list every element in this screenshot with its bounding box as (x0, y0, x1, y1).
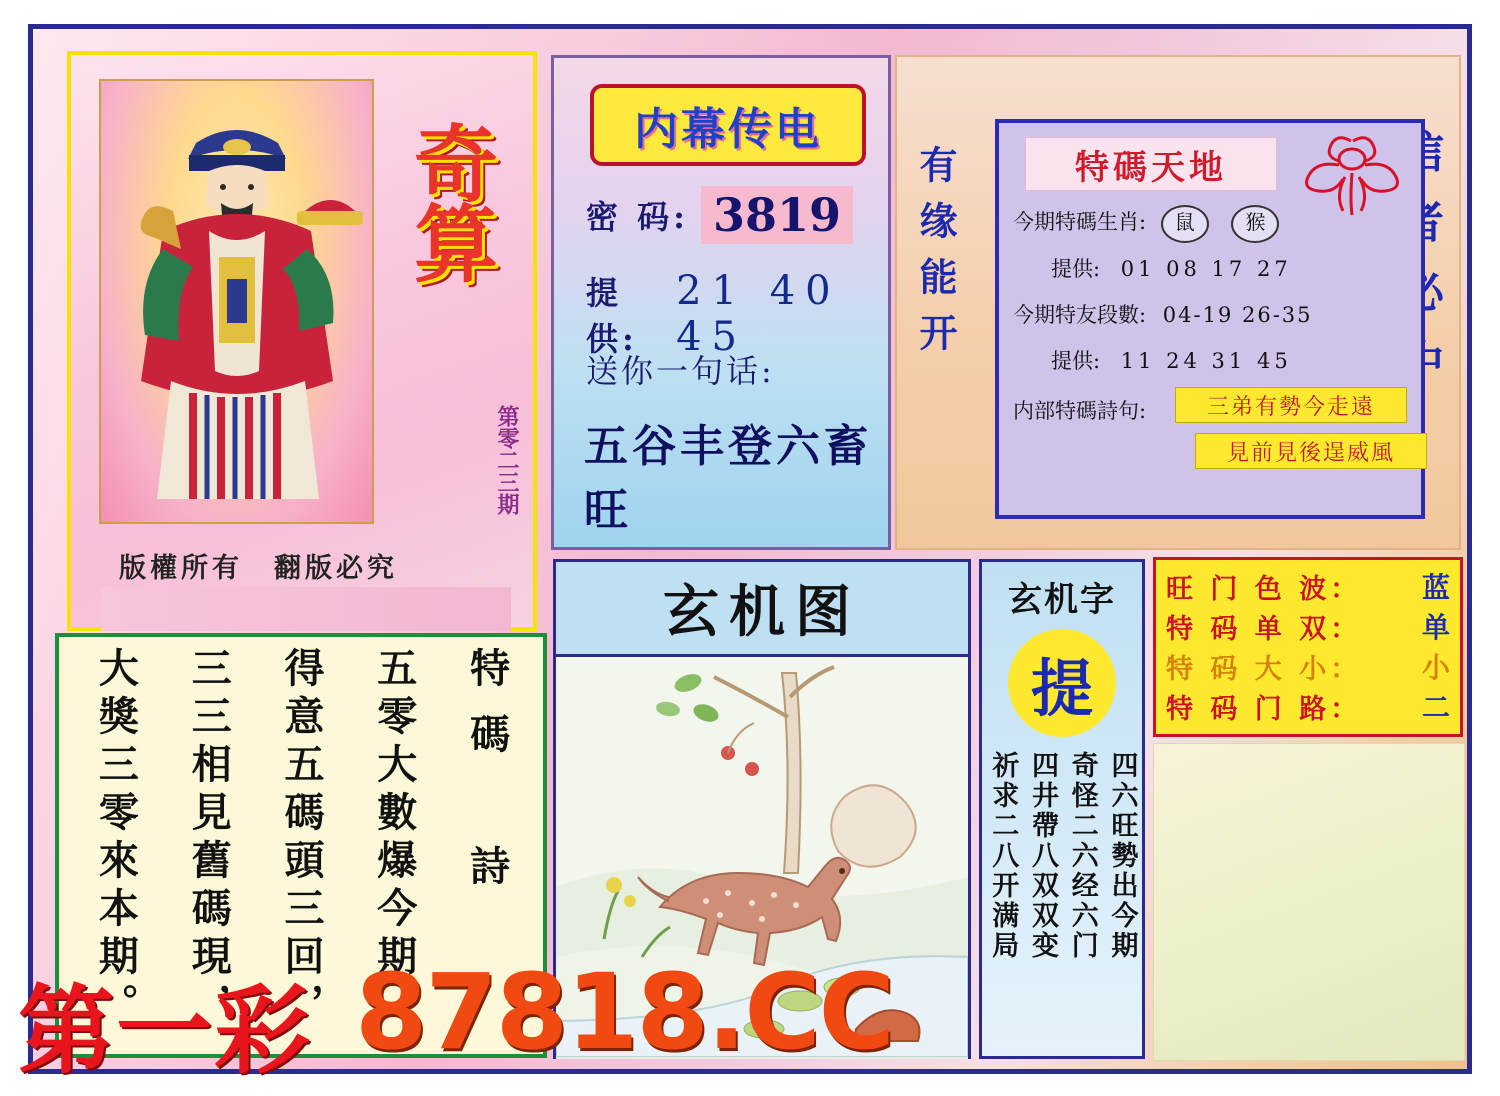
message-label: 送你一句话: (586, 352, 775, 390)
xuanji-zi-panel (979, 559, 1145, 1059)
copyright-text: 版權所有 翻版必究 (119, 553, 398, 584)
tema-title: 特碼天地 (1075, 147, 1227, 188)
god-card (67, 51, 537, 631)
tema-provide-row-1 (1051, 253, 1292, 283)
xuanji-tu-title: 玄机图 (663, 579, 861, 645)
secret-code-label: 密 码: (586, 198, 689, 236)
issue-number: 第零二三期 (494, 405, 520, 515)
poster-frame (28, 24, 1472, 1074)
blank-panel (1153, 743, 1465, 1061)
tema-provide-numbers-2: 11 24 31 45 (1120, 349, 1292, 373)
xuanji-zi-column-2: 奇怪二六经六门 (1066, 751, 1098, 961)
poem-line-1: 五零大數爆今期， (370, 647, 418, 1031)
tema-zodiac-label: 今期特碼生肖: (1013, 210, 1147, 234)
tema-range-numbers: 04-19 26-35 (1162, 303, 1313, 327)
xuanji-zi-column-4: 祈求二八开满局 (987, 751, 1019, 961)
tips-label-bigsmall: 特 码 大 小： (1166, 653, 1362, 685)
tips-label-oddeven: 特 码 单 双： (1166, 613, 1362, 645)
tips-row-gate (1166, 686, 1450, 726)
xuanji-zi-column-3: 四井帶八双双变 (1027, 751, 1058, 961)
provided-label: 提供: (586, 274, 638, 358)
deer-scene-svg (556, 657, 968, 1057)
provided-numbers: 21 40 45 (676, 268, 841, 360)
secret-code-panel (551, 55, 891, 550)
poem-line-2: 得意五碼頭三回， (277, 647, 325, 1031)
secret-code-value: 3819 (701, 186, 853, 244)
band-left-text: 有缘能开 (913, 145, 958, 369)
copyright-overlay (101, 587, 511, 631)
inside-news-label: 内幕传电 (634, 104, 822, 155)
tema-poem-line-2: 見前見後逞威風 (1195, 433, 1427, 469)
tema-provide-numbers-1: 01 08 17 27 (1120, 257, 1292, 281)
poem-line-3: 三三相見舊碼現， (185, 647, 233, 1031)
xuanji-zi-column-1: 四六旺勢出今期 (1106, 751, 1138, 961)
secret-code-row (586, 186, 853, 244)
tips-row-color (1166, 566, 1450, 606)
tema-provide-label-1: 提供: (1051, 257, 1101, 281)
deer-by-stream-illustration (556, 657, 968, 1059)
watermark-left: 第一彩 (18, 974, 312, 1087)
tema-provide-label-2: 提供: (1051, 349, 1101, 373)
tips-table (1153, 557, 1463, 737)
poster-title: 奇算 (413, 115, 498, 294)
tips-label-gate: 特 码 门 路： (1166, 693, 1362, 725)
god-of-wealth-illustration (99, 79, 374, 524)
tema-title-box (1025, 137, 1277, 191)
tema-zodiac-1: 鼠 (1161, 205, 1209, 243)
tips-row-bigsmall (1166, 646, 1450, 686)
xuanji-zi-title: 玄机字 (1008, 580, 1116, 620)
tips-value-bigsmall: 小 (1421, 651, 1450, 684)
tips-value-oddeven: 单 (1421, 611, 1450, 644)
tema-poem-label: 内部特碼詩句: (1013, 399, 1147, 423)
red-flower-icon (1297, 129, 1407, 219)
tips-value-color: 蓝 (1421, 571, 1450, 604)
god-figure-svg (101, 81, 372, 522)
xuanji-tu-panel (553, 559, 971, 1059)
xuanji-tu-header (556, 562, 968, 657)
inside-news-badge (590, 84, 866, 166)
watermark-right: 87818.CC (355, 951, 893, 1073)
xuanji-zi-big-char: 提 (1008, 629, 1116, 737)
tips-label-color: 旺 门 色 波： (1166, 573, 1362, 605)
tema-band (895, 55, 1461, 550)
tema-provide-row-2 (1051, 345, 1292, 375)
poem-line-4: 大獎三零來本期。 (92, 647, 140, 1031)
poem-box (55, 633, 547, 1058)
tips-row-oddeven (1166, 606, 1450, 646)
tema-panel (995, 119, 1425, 519)
tips-value-gate: 二 (1421, 691, 1450, 724)
tema-zodiac-row (1013, 205, 1287, 243)
tema-range-label: 今期特友段數: (1013, 303, 1147, 327)
message-phrase: 五谷丰登六畜旺 (584, 421, 872, 536)
tema-poem-line-1: 三弟有勢今走遠 (1175, 387, 1407, 423)
poem-title: 特碼 詩 (463, 647, 511, 911)
tema-zodiac-2: 猴 (1231, 205, 1279, 243)
tema-range-row (1013, 299, 1313, 329)
